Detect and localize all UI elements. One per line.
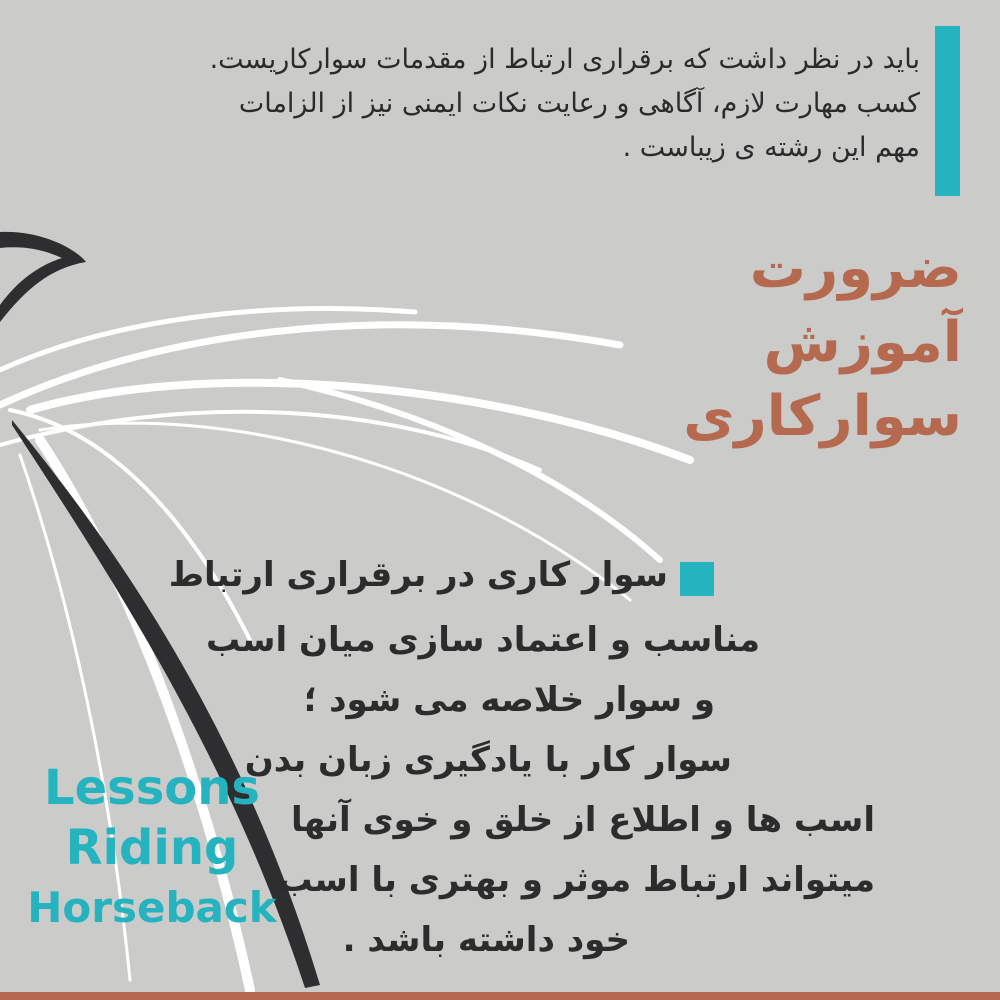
body-line: سوار کار با یادگیری زبان بدن	[244, 740, 732, 780]
square-bullet-icon	[680, 562, 714, 596]
english-word: Lessons	[44, 760, 260, 816]
white-swoosh-4	[0, 412, 540, 470]
title-line: سوارکاری	[683, 384, 962, 449]
intro-line: کسب مهارت لازم، آگاهی و رعایت نکات ایمنی نیز از الزامات	[238, 88, 920, 119]
body-line: میتواند ارتباط موثر و بهتری با اسب	[278, 860, 875, 900]
body-line: خود داشته باشد .	[342, 920, 630, 960]
vertical-bar-icon	[935, 26, 960, 196]
bottom-bar	[0, 992, 1000, 1000]
body-line: سوار کاری در برقراری ارتباط	[168, 555, 668, 595]
intro-paragraph	[150, 38, 920, 170]
page-title	[562, 232, 962, 454]
title-line: آموزش	[763, 310, 962, 375]
body-line: اسب ها و اطلاع از خلق و خوی آنها	[291, 800, 875, 840]
title-line: ضرورت	[749, 236, 962, 301]
body-line: و سوار خلاصه می شود ؛	[303, 680, 715, 720]
intro-line: مهم این رشته ی زیباست .	[622, 132, 920, 163]
english-caption	[22, 758, 282, 938]
body-line: مناسب و اعتماد سازی میان اسب	[206, 620, 760, 660]
english-word: Riding	[65, 820, 239, 876]
dark-hook-swoosh	[0, 232, 86, 322]
english-word: Horseback	[27, 883, 277, 932]
intro-line: باید در نظر داشت که برقراری ارتباط از مقدمات سوارکاریست.	[209, 44, 920, 75]
